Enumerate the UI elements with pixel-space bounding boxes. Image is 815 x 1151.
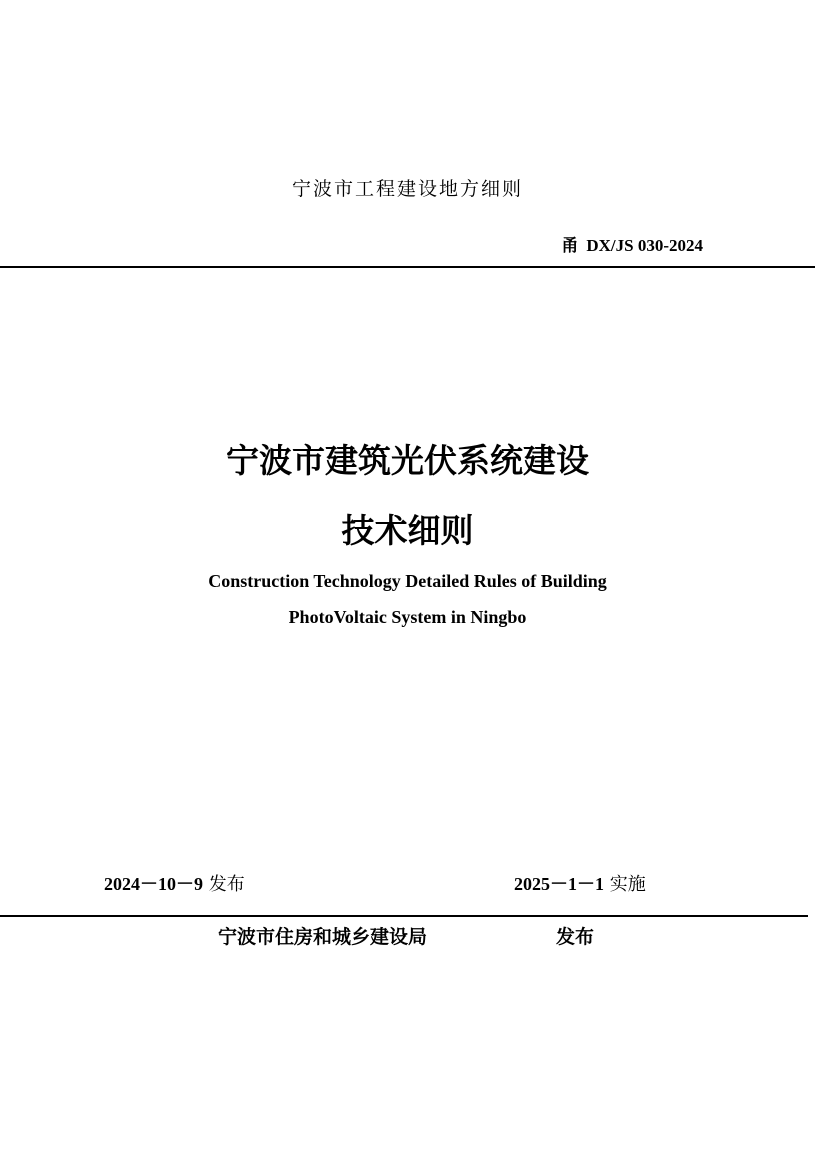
issue-date-label: 发布 (208, 874, 245, 895)
top-divider (0, 266, 815, 268)
issue-date (104, 870, 245, 896)
publish-label: 发布 (556, 926, 595, 948)
english-title-line-2: PhotoVoltaic System in Ningbo (288, 607, 527, 627)
standard-code-prefix: 甬 (561, 236, 579, 256)
english-title-line-1: Construction Technology Detailed Rules of Building (208, 571, 607, 591)
effective-date-value: 2025－1－1 (514, 874, 604, 894)
issue-date-value: 2024－10－9 (104, 874, 203, 894)
main-title-line-2: 技术细则 (341, 511, 474, 550)
publisher-name: 宁波市住房和城乡建设局 (218, 926, 428, 948)
series-title: 宁波市工程建设地方细则 (291, 178, 523, 200)
standard-code (561, 231, 703, 256)
main-title-line-1: 宁波市建筑光伏系统建设 (226, 441, 589, 480)
bottom-divider (0, 915, 808, 917)
effective-date-label: 实施 (609, 874, 646, 895)
effective-date (514, 870, 646, 896)
standard-code-number: DX/JS 030-2024 (586, 236, 703, 255)
